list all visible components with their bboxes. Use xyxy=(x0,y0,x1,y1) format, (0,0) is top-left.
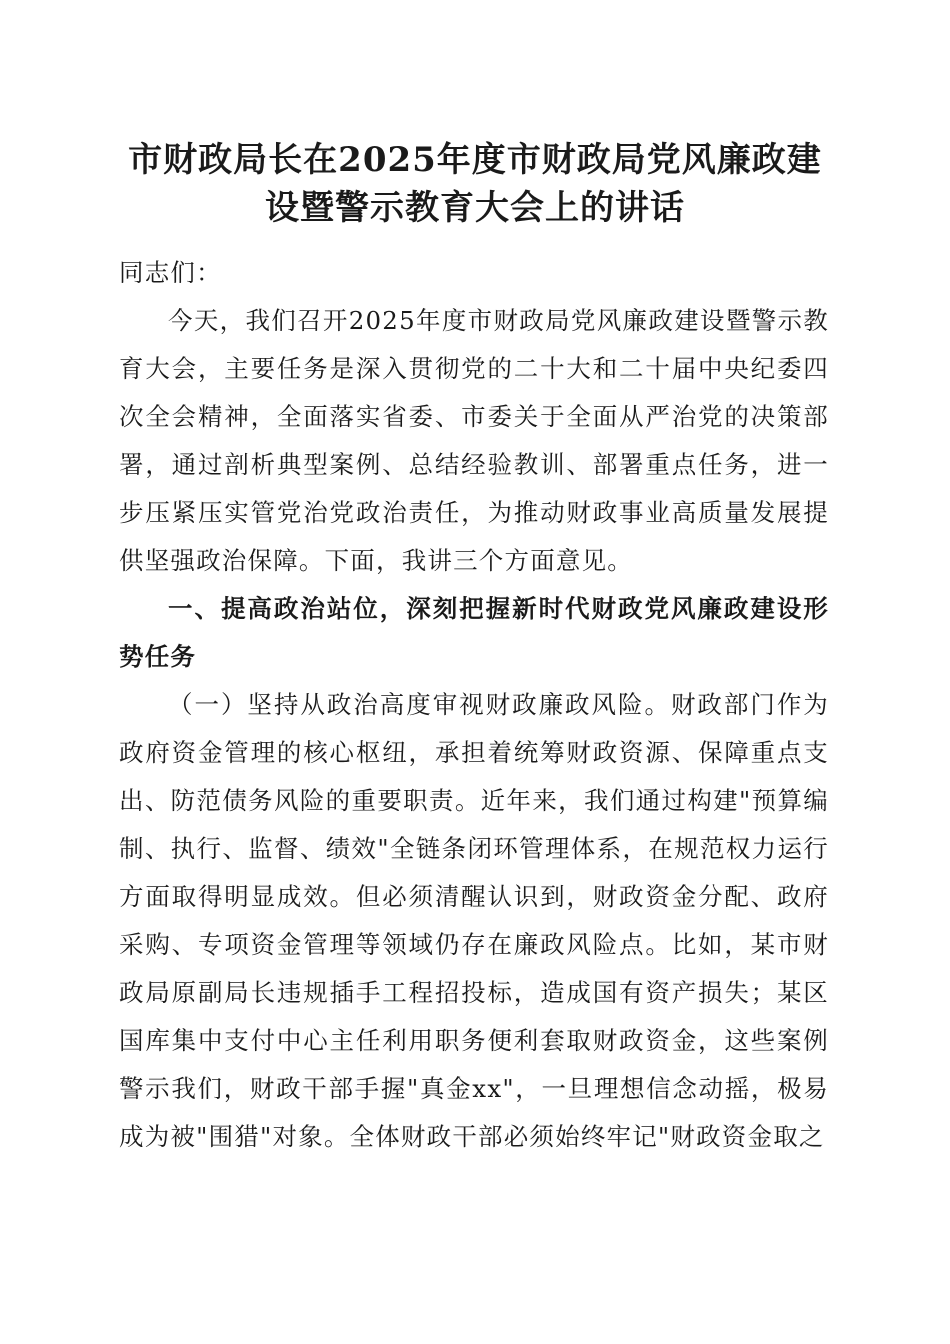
salutation: 同志们： xyxy=(119,258,222,287)
title-line-2: 设暨警示教育大会上的讲话 xyxy=(265,188,685,228)
document-title xyxy=(110,136,840,232)
paragraph-intro: 今天，我们召开2025年度市财政局党风廉政建设暨警示教育大会，主要任务是深入贯彻党的二十大和二十届中央纪委四次全会精神，全面落实省委、市委关于全面从严治党的决策部署，通过剖析典型案例、总结经验教训、部署重点任务，进一步压紧压实管党治党政治责任，为推动财政事业高质量发展提供坚强政治保障。下面，我讲三个方面意见。 xyxy=(119,306,829,575)
subsection-heading-1: （一）坚持从政治高度审视财政廉政风险。 xyxy=(168,690,671,719)
section-heading-1: 一、提高政治站位，深刻把握新时代财政党风廉政建设形势任务 xyxy=(119,594,829,671)
paragraph-subsection-1 xyxy=(119,681,829,1161)
document-body xyxy=(119,249,829,1161)
subsection-text-1: 财政部门作为政府资金管理的核心枢纽，承担着统筹财政资源、保障重点支出、防范债务风险的重要职责。近年来，我们通过构建"预算编制、执行、监督、绩效"全链条闭环管理体系，在规范权力运行方面取得明显成效。但必须清醒认识到，财政资金分配、政府采购、专项资金管理等领域仍存在廉政风险点。比如，某市财政局原副局长违规插手工程招投标，造成国有资产损失；某区国库集中支付中心主任利用职务便利套取财政资金，这些案例警示我们，财政干部手握"真金xx"，一旦理想信念动摇，极易成为被"围猎"对象。全体财政干部必须始终牢记"财政资金取之 xyxy=(119,690,829,1151)
title-line-1: 市财政局长在2025年度市财政局党风廉政建 xyxy=(128,140,822,180)
